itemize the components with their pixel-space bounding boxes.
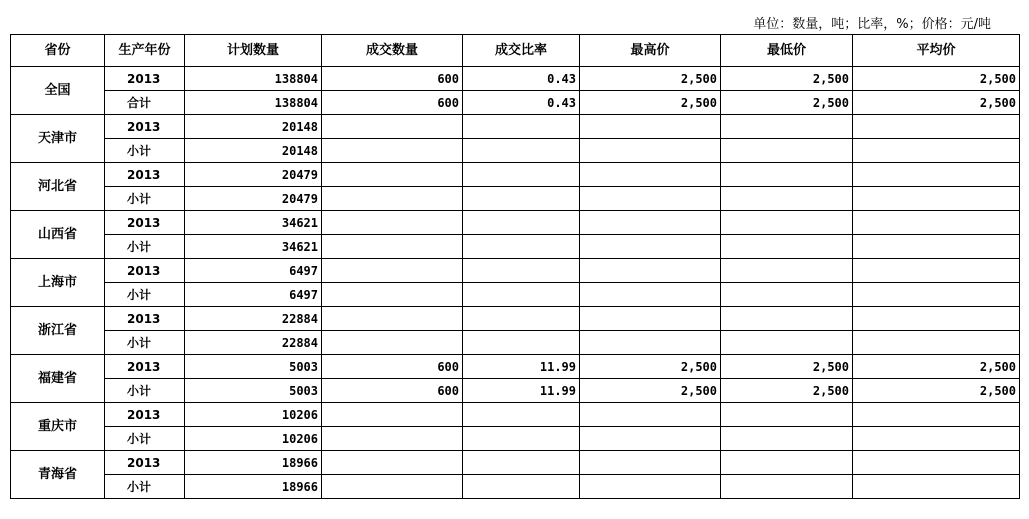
header-deal-ratio: 成交比率	[463, 35, 580, 67]
avg-price-cell	[853, 427, 1020, 451]
max-price-cell	[580, 283, 721, 307]
table-row	[11, 403, 1020, 427]
table-row	[11, 475, 1020, 499]
table-row	[11, 379, 1020, 403]
avg-price-cell	[853, 259, 1020, 283]
deal-qty-cell	[322, 163, 463, 187]
table-row	[11, 211, 1020, 235]
deal-ratio-cell	[463, 139, 580, 163]
avg-price-cell: 2,500	[853, 91, 1020, 115]
max-price-cell	[580, 475, 721, 499]
header-row	[11, 35, 1020, 67]
table-row	[11, 331, 1020, 355]
plan-qty-cell: 34621	[185, 211, 322, 235]
year-cell: 小计	[105, 235, 185, 259]
table-row	[11, 451, 1020, 475]
avg-price-cell	[853, 331, 1020, 355]
province-cell: 重庆市	[11, 403, 105, 451]
table-row	[11, 91, 1020, 115]
table-row	[11, 187, 1020, 211]
avg-price-cell	[853, 139, 1020, 163]
year-cell: 合计	[105, 91, 185, 115]
avg-price-cell	[853, 187, 1020, 211]
deal-ratio-cell	[463, 235, 580, 259]
year-cell: 2013	[105, 451, 185, 475]
deal-ratio-cell: 0.43	[463, 91, 580, 115]
table-row	[11, 115, 1020, 139]
year-cell: 小计	[105, 475, 185, 499]
deal-ratio-cell	[463, 211, 580, 235]
deal-qty-cell	[322, 235, 463, 259]
plan-qty-cell: 20479	[185, 163, 322, 187]
header-min-price: 最低价	[721, 35, 853, 67]
table-row	[11, 67, 1020, 91]
avg-price-cell	[853, 307, 1020, 331]
plan-qty-cell: 22884	[185, 331, 322, 355]
avg-price-cell: 2,500	[853, 379, 1020, 403]
deal-ratio-cell	[463, 187, 580, 211]
table-row	[11, 307, 1020, 331]
min-price-cell	[721, 403, 853, 427]
max-price-cell	[580, 427, 721, 451]
year-cell: 小计	[105, 331, 185, 355]
deal-qty-cell: 600	[322, 91, 463, 115]
min-price-cell	[721, 451, 853, 475]
province-cell: 天津市	[11, 115, 105, 163]
plan-qty-cell: 10206	[185, 403, 322, 427]
deal-ratio-cell: 0.43	[463, 67, 580, 91]
max-price-cell	[580, 451, 721, 475]
province-cell: 福建省	[11, 355, 105, 403]
avg-price-cell: 2,500	[853, 67, 1020, 91]
year-cell: 2013	[105, 115, 185, 139]
max-price-cell	[580, 331, 721, 355]
min-price-cell	[721, 331, 853, 355]
auction-results-table	[10, 34, 1020, 499]
avg-price-cell	[853, 283, 1020, 307]
max-price-cell: 2,500	[580, 355, 721, 379]
year-cell: 小计	[105, 187, 185, 211]
plan-qty-cell: 18966	[185, 475, 322, 499]
min-price-cell	[721, 259, 853, 283]
province-cell: 浙江省	[11, 307, 105, 355]
min-price-cell	[721, 163, 853, 187]
deal-qty-cell	[322, 259, 463, 283]
unit-note: 单位：数量，吨；比率，%；价格：元/吨	[753, 17, 991, 32]
table-row	[11, 283, 1020, 307]
max-price-cell	[580, 211, 721, 235]
deal-qty-cell	[322, 427, 463, 451]
min-price-cell	[721, 283, 853, 307]
min-price-cell	[721, 115, 853, 139]
deal-ratio-cell	[463, 451, 580, 475]
min-price-cell: 2,500	[721, 355, 853, 379]
year-cell: 2013	[105, 403, 185, 427]
table-body	[11, 67, 1020, 499]
year-cell: 2013	[105, 67, 185, 91]
deal-ratio-cell	[463, 259, 580, 283]
year-cell: 小计	[105, 379, 185, 403]
plan-qty-cell: 10206	[185, 427, 322, 451]
table-row	[11, 355, 1020, 379]
table-row	[11, 163, 1020, 187]
deal-ratio-cell	[463, 163, 580, 187]
year-cell: 2013	[105, 355, 185, 379]
plan-qty-cell: 34621	[185, 235, 322, 259]
header-province: 省份	[11, 35, 105, 67]
min-price-cell	[721, 187, 853, 211]
avg-price-cell	[853, 475, 1020, 499]
deal-qty-cell: 600	[322, 355, 463, 379]
province-cell: 上海市	[11, 259, 105, 307]
table-row	[11, 259, 1020, 283]
max-price-cell	[580, 115, 721, 139]
max-price-cell	[580, 139, 721, 163]
max-price-cell: 2,500	[580, 379, 721, 403]
deal-ratio-cell	[463, 331, 580, 355]
table-row	[11, 235, 1020, 259]
max-price-cell	[580, 403, 721, 427]
year-cell: 小计	[105, 283, 185, 307]
province-cell: 山西省	[11, 211, 105, 259]
year-cell: 2013	[105, 259, 185, 283]
deal-ratio-cell	[463, 403, 580, 427]
deal-qty-cell	[322, 403, 463, 427]
deal-qty-cell: 600	[322, 67, 463, 91]
avg-price-cell	[853, 403, 1020, 427]
deal-ratio-cell	[463, 283, 580, 307]
table-row	[11, 139, 1020, 163]
deal-qty-cell: 600	[322, 379, 463, 403]
header-deal-qty: 成交数量	[322, 35, 463, 67]
min-price-cell	[721, 235, 853, 259]
min-price-cell	[721, 139, 853, 163]
header-avg-price: 平均价	[853, 35, 1020, 67]
plan-qty-cell: 6497	[185, 283, 322, 307]
max-price-cell	[580, 187, 721, 211]
deal-ratio-cell: 11.99	[463, 379, 580, 403]
min-price-cell: 2,500	[721, 67, 853, 91]
plan-qty-cell: 6497	[185, 259, 322, 283]
deal-ratio-cell: 11.99	[463, 355, 580, 379]
year-cell: 2013	[105, 307, 185, 331]
header-max-price: 最高价	[580, 35, 721, 67]
min-price-cell: 2,500	[721, 379, 853, 403]
deal-qty-cell	[322, 211, 463, 235]
deal-qty-cell	[322, 283, 463, 307]
max-price-cell	[580, 259, 721, 283]
plan-qty-cell: 18966	[185, 451, 322, 475]
plan-qty-cell: 20148	[185, 139, 322, 163]
min-price-cell	[721, 211, 853, 235]
deal-ratio-cell	[463, 427, 580, 451]
avg-price-cell: 2,500	[853, 355, 1020, 379]
max-price-cell: 2,500	[580, 91, 721, 115]
deal-qty-cell	[322, 139, 463, 163]
province-cell: 全国	[11, 67, 105, 115]
plan-qty-cell: 5003	[185, 379, 322, 403]
min-price-cell	[721, 475, 853, 499]
deal-qty-cell	[322, 187, 463, 211]
avg-price-cell	[853, 115, 1020, 139]
year-cell: 小计	[105, 427, 185, 451]
header-plan-qty: 计划数量	[185, 35, 322, 67]
table-row	[11, 427, 1020, 451]
deal-ratio-cell	[463, 475, 580, 499]
avg-price-cell	[853, 451, 1020, 475]
deal-ratio-cell	[463, 307, 580, 331]
plan-qty-cell: 22884	[185, 307, 322, 331]
max-price-cell	[580, 235, 721, 259]
year-cell: 2013	[105, 163, 185, 187]
deal-ratio-cell	[463, 115, 580, 139]
deal-qty-cell	[322, 307, 463, 331]
plan-qty-cell: 20479	[185, 187, 322, 211]
min-price-cell: 2,500	[721, 91, 853, 115]
avg-price-cell	[853, 235, 1020, 259]
province-cell: 青海省	[11, 451, 105, 499]
max-price-cell	[580, 307, 721, 331]
province-cell: 河北省	[11, 163, 105, 211]
year-cell: 小计	[105, 139, 185, 163]
plan-qty-cell: 20148	[185, 115, 322, 139]
min-price-cell	[721, 427, 853, 451]
max-price-cell: 2,500	[580, 67, 721, 91]
plan-qty-cell: 5003	[185, 355, 322, 379]
min-price-cell	[721, 307, 853, 331]
year-cell: 2013	[105, 211, 185, 235]
deal-qty-cell	[322, 451, 463, 475]
plan-qty-cell: 138804	[185, 91, 322, 115]
deal-qty-cell	[322, 115, 463, 139]
avg-price-cell	[853, 211, 1020, 235]
plan-qty-cell: 138804	[185, 67, 322, 91]
avg-price-cell	[853, 163, 1020, 187]
max-price-cell	[580, 163, 721, 187]
header-year: 生产年份	[105, 35, 185, 67]
deal-qty-cell	[322, 331, 463, 355]
deal-qty-cell	[322, 475, 463, 499]
